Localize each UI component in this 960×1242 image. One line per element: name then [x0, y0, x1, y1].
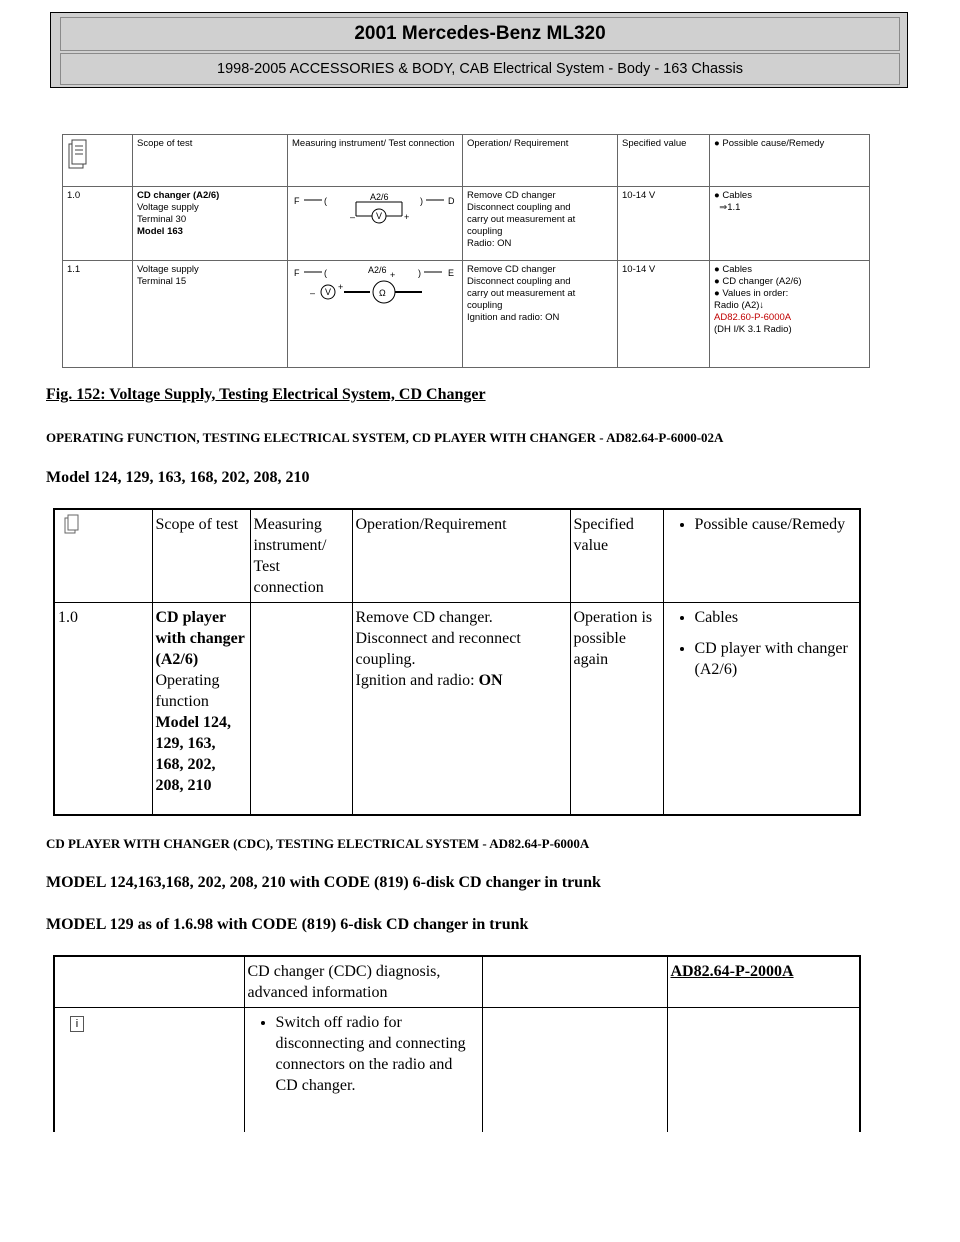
table-header-icon — [54, 509, 152, 603]
figure-col-scope: Scope of test — [133, 135, 288, 187]
cdc-test-table — [53, 955, 861, 1132]
figure-row-op: Remove CD changer Disconnect coupling and carry out measurement at coupling Radio: ON — [463, 187, 618, 261]
svg-text:+: + — [338, 282, 344, 292]
page-header — [50, 12, 908, 88]
figure-col-spec: Specified value — [618, 135, 710, 187]
table-row-bullet: • Switch off radio for disconnecting and connecting connectors on the radio and CD changer. — [244, 1008, 482, 1132]
table-row-spec: Operation is possible again — [570, 603, 663, 815]
svg-text:): ) — [418, 268, 421, 278]
svg-text:(: ( — [324, 268, 327, 278]
table-row-num: 1.0 — [54, 603, 152, 815]
figure-152 — [62, 134, 870, 368]
figure-col-op: Operation/ Requirement — [463, 135, 618, 187]
figure-row-spec: 10-14 V — [618, 261, 710, 368]
svg-text:Ω: Ω — [379, 288, 386, 298]
table-row-icon-cell — [54, 1008, 244, 1132]
svg-text:A2/6: A2/6 — [368, 265, 387, 275]
figure-caption[interactable]: Fig. 152: Voltage Supply, Testing Electrical System, CD Changer — [46, 386, 486, 403]
figure-header-icon — [63, 135, 133, 187]
table-header-spec: Specified value — [570, 509, 663, 603]
table-row-blank — [482, 956, 667, 1008]
model-heading: MODEL 124,163,168, 202, 208, 210 with CODE (819) 6-disk CD changer in trunk — [46, 874, 601, 891]
ohmmeter-diagram — [292, 264, 458, 308]
model-heading: Model 124, 129, 163, 168, 202, 208, 210 — [46, 469, 310, 486]
table-row-blank — [54, 956, 244, 1008]
document-icon — [64, 514, 80, 534]
svg-text:A2/6: A2/6 — [370, 192, 389, 202]
table-header-scope: Scope of test — [152, 509, 250, 603]
table-row-meas — [250, 603, 352, 815]
table-header-cause: • Possible cause/Remedy — [663, 509, 860, 603]
table-row-op: Remove CD changer. Disconnect and reconnect coupling. Ignition and radio: ON — [352, 603, 570, 815]
figure-row-cause: ● Cables ● CD changer (A2/6) ● Values in order: Radio (A2)↓ AD82.60-P-6000A (DH I/K 3.1 Radio) — [710, 261, 870, 368]
info-icon: i — [70, 1016, 84, 1032]
section-heading: OPERATING FUNCTION, TESTING ELECTRICAL SYSTEM, CD PLAYER WITH CHANGER - AD82.64-P-6000-02A — [46, 430, 724, 445]
svg-text:): ) — [420, 196, 423, 206]
figure-row-cause: ● Cables ⇒1.1 — [710, 187, 870, 261]
svg-text:D: D — [448, 196, 455, 206]
svg-text:V: V — [325, 287, 332, 297]
document-icon — [67, 138, 89, 172]
figure-row-num: 1.0 — [63, 187, 133, 261]
table-row-blank — [667, 1008, 860, 1132]
header-title: 2001 Mercedes-Benz ML320 — [60, 17, 900, 51]
table-header-op: Operation/Requirement — [352, 509, 570, 603]
figure-row-scope: Voltage supply Terminal 15 — [133, 261, 288, 368]
svg-text:F: F — [294, 196, 300, 206]
figure-col-cause: ● Possible cause/Remedy — [710, 135, 870, 187]
table-header-meas: Measuring instrument/ Test connection — [250, 509, 352, 603]
table-row-cause: • Cables • CD player with changer (A2/6) — [663, 603, 860, 815]
table-row-scope: CD player with changer (A2/6) Operating function Model 124, 129, 163, 168, 202, 208, 210 — [152, 603, 250, 815]
svg-text:E: E — [448, 268, 455, 278]
figure-col-meas: Measuring instrument/ Test connection — [288, 135, 463, 187]
table-row-blank — [482, 1008, 667, 1132]
figure-row-spec: 10-14 V — [618, 187, 710, 261]
figure-row-scope: CD changer (A2/6) Voltage supply Terminal 30 Model 163 — [133, 187, 288, 261]
table-row-label: CD changer (CDC) diagnosis, advanced information — [244, 956, 482, 1008]
svg-text:V: V — [376, 211, 383, 221]
header-subtitle: 1998-2005 ACCESSORIES & BODY, CAB Electrical System - Body - 163 Chassis — [60, 53, 900, 85]
svg-text:+: + — [404, 212, 410, 222]
svg-text:(: ( — [324, 196, 327, 206]
svg-text:–: – — [350, 212, 356, 222]
operating-function-table — [53, 508, 861, 816]
doc-link[interactable]: AD82.64-P-2000A — [670, 963, 794, 980]
figure-row-meas — [288, 187, 463, 261]
svg-text:+: + — [390, 270, 396, 280]
svg-text:F: F — [294, 268, 300, 278]
voltmeter-diagram — [292, 190, 458, 234]
svg-text:–: – — [310, 288, 316, 298]
table-row-link-cell — [667, 956, 860, 1008]
figure-row-op: Remove CD changer Disconnect coupling and carry out measurement at coupling Ignition and radio: ON — [463, 261, 618, 368]
model-heading: MODEL 129 as of 1.6.98 with CODE (819) 6-disk CD changer in trunk — [46, 916, 529, 933]
section-heading: CD PLAYER WITH CHANGER (CDC), TESTING ELECTRICAL SYSTEM - AD82.64-P-6000A — [46, 836, 590, 851]
figure-row-num: 1.1 — [63, 261, 133, 368]
figure-row-meas — [288, 261, 463, 368]
